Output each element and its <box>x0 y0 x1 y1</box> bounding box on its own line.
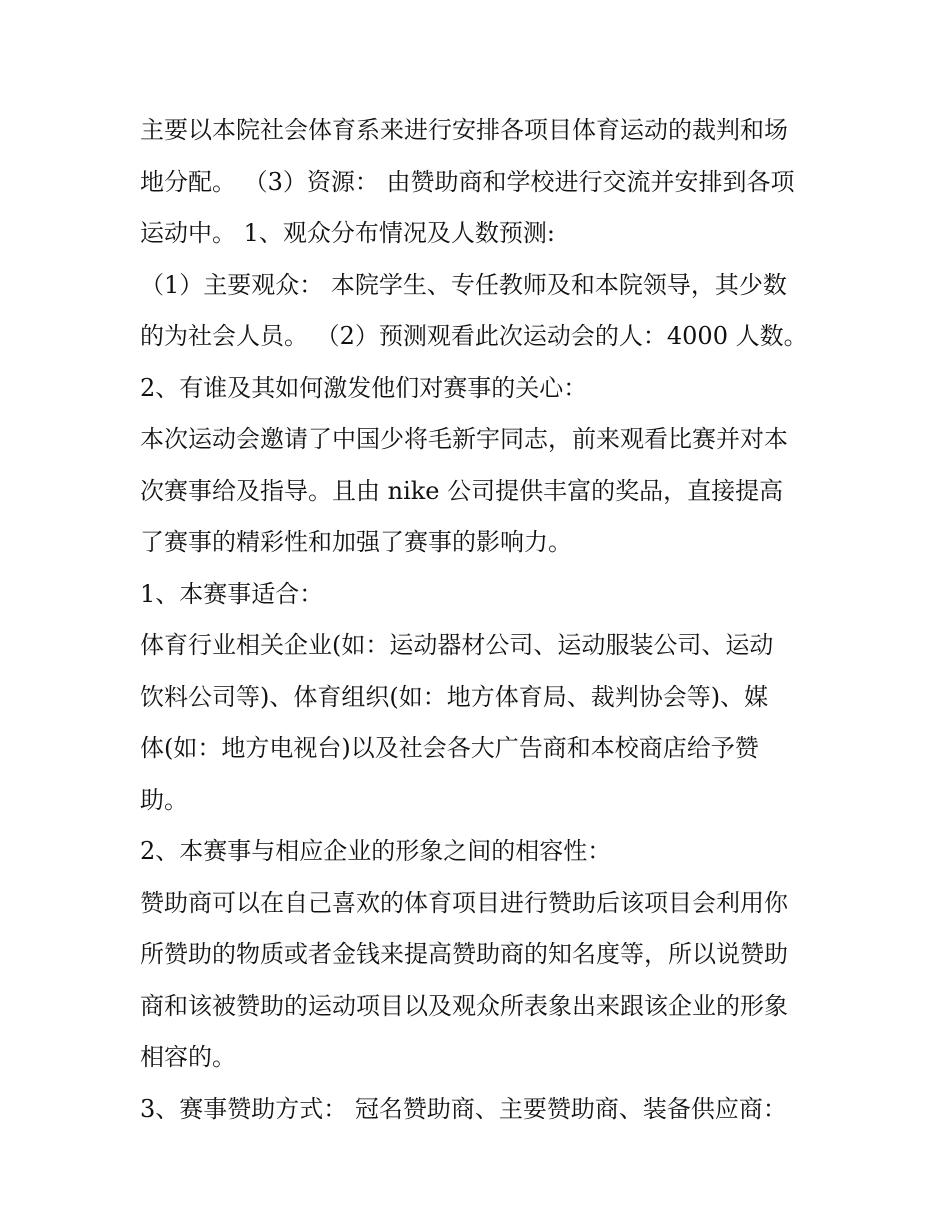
text-line: 地分配。 （3）资源： 由赞助商和学校进行交流并安排到各项 <box>140 167 795 196</box>
text-line: 本次运动会邀请了中国少将毛新宇同志，前来观看比赛并对本 <box>140 425 788 453</box>
section-heading: 2、本赛事与相应企业的形象之间的相容性： <box>140 837 612 865</box>
text-line: 所赞助的物质或者金钱来提高赞助商的知名度等，所以说赞助 <box>140 940 788 968</box>
section-heading: 1、本赛事适合： <box>140 579 324 608</box>
section-heading: 3、赛事赞助方式： 冠名赞助商、主要赞助商、装备供应商： <box>140 1094 787 1123</box>
text-line: 饮料公司等)、体育组织(如：地方体育局、裁判协会等)、媒 <box>140 682 769 711</box>
section-heading: 2、有谁及其如何激发他们对赛事的关心： <box>140 373 588 402</box>
text-line: 相容的。 <box>140 1043 236 1071</box>
text-line: 主要以本院社会体育系来进行安排各项目体育运动的裁判和场 <box>140 116 788 144</box>
document-body <box>140 105 820 1135</box>
text-line: 体育行业相关企业(如：运动器材公司、运动服装公司、运动 <box>140 631 774 659</box>
text-line: 助。 <box>140 785 188 814</box>
text-line: （1）主要观众： 本院学生、专任教师及和本院领导，其少数 <box>140 270 787 299</box>
text-line: 商和该被赞助的运动项目以及观众所表象出来跟该企业的形象 <box>140 991 788 1020</box>
text-line: 了赛事的精彩性和加强了赛事的影响力。 <box>140 528 572 556</box>
text-line: 体(如：地方电视台)以及社会各大广告商和本校商店给予赞 <box>140 734 759 762</box>
text-line: 赞助商可以在自己喜欢的体育项目进行赞助后该项目会利用你 <box>140 888 788 917</box>
text-line: 运动中。 1、观众分布情况及人数预测: <box>140 219 555 247</box>
text-line: 的为社会人员。 （2）预测观看此次运动会的人：4000 人数。 <box>140 322 808 350</box>
text-line: 次赛事给及指导。且由 nike 公司提供丰富的奖品，直接提高 <box>140 476 784 505</box>
